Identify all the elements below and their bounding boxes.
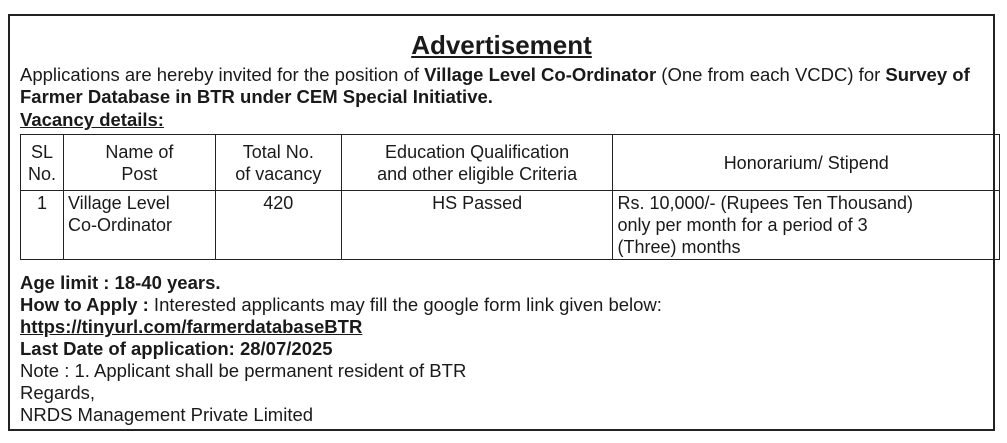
details-block <box>20 272 662 426</box>
how-to-apply-text: Interested applicants may fill the google form link given below: <box>148 294 662 315</box>
cell-post: Village Level Co-Ordinator <box>63 191 215 260</box>
cell-total: 420 <box>215 191 341 260</box>
intro-text-2: (One from each VCDC) for <box>656 64 886 85</box>
header-honorarium: Honorarium/ Stipend <box>613 135 1000 191</box>
header-total: Total No. of vacancy <box>215 135 341 191</box>
regards: Regards, <box>20 382 96 403</box>
project-name: Survey of Farmer Database in BTR under CEM Special Initiative. <box>20 64 970 107</box>
age-limit: Age limit : 18-40 years. <box>20 272 221 293</box>
vacancy-table <box>20 134 1000 260</box>
header-sl: SL No. <box>21 135 64 191</box>
position-name: Village Level Co-Ordinator <box>424 64 657 85</box>
intro-paragraph <box>20 64 983 108</box>
intro-text-1: Applications are hereby invited for the position of <box>20 64 425 85</box>
header-education: Education Qualification and other eligible Criteria <box>341 135 613 191</box>
table-row <box>21 191 1000 260</box>
cell-education: HS Passed <box>341 191 613 260</box>
advertisement-title: Advertisement <box>411 30 592 60</box>
cell-honorarium: Rs. 10,000/- (Rupees Ten Thousand) only per month for a period of 3 (Three) months <box>613 191 1000 260</box>
header-post: Name of Post <box>63 135 215 191</box>
how-to-apply <box>20 294 662 316</box>
vacancy-heading: Vacancy details: <box>20 109 164 130</box>
last-date: Last Date of application: 28/07/2025 <box>20 338 333 359</box>
table-header-row <box>21 135 1000 191</box>
google-form-link[interactable]: https://tinyurl.com/farmerdatabaseBTR <box>20 316 363 337</box>
how-to-apply-label: How to Apply : <box>20 294 149 315</box>
advertisement-frame <box>8 14 995 431</box>
signature: NRDS Management Private Limited <box>20 404 314 425</box>
cell-sl: 1 <box>21 191 64 260</box>
note: Note : 1. Applicant shall be permanent resident of BTR <box>20 360 467 381</box>
